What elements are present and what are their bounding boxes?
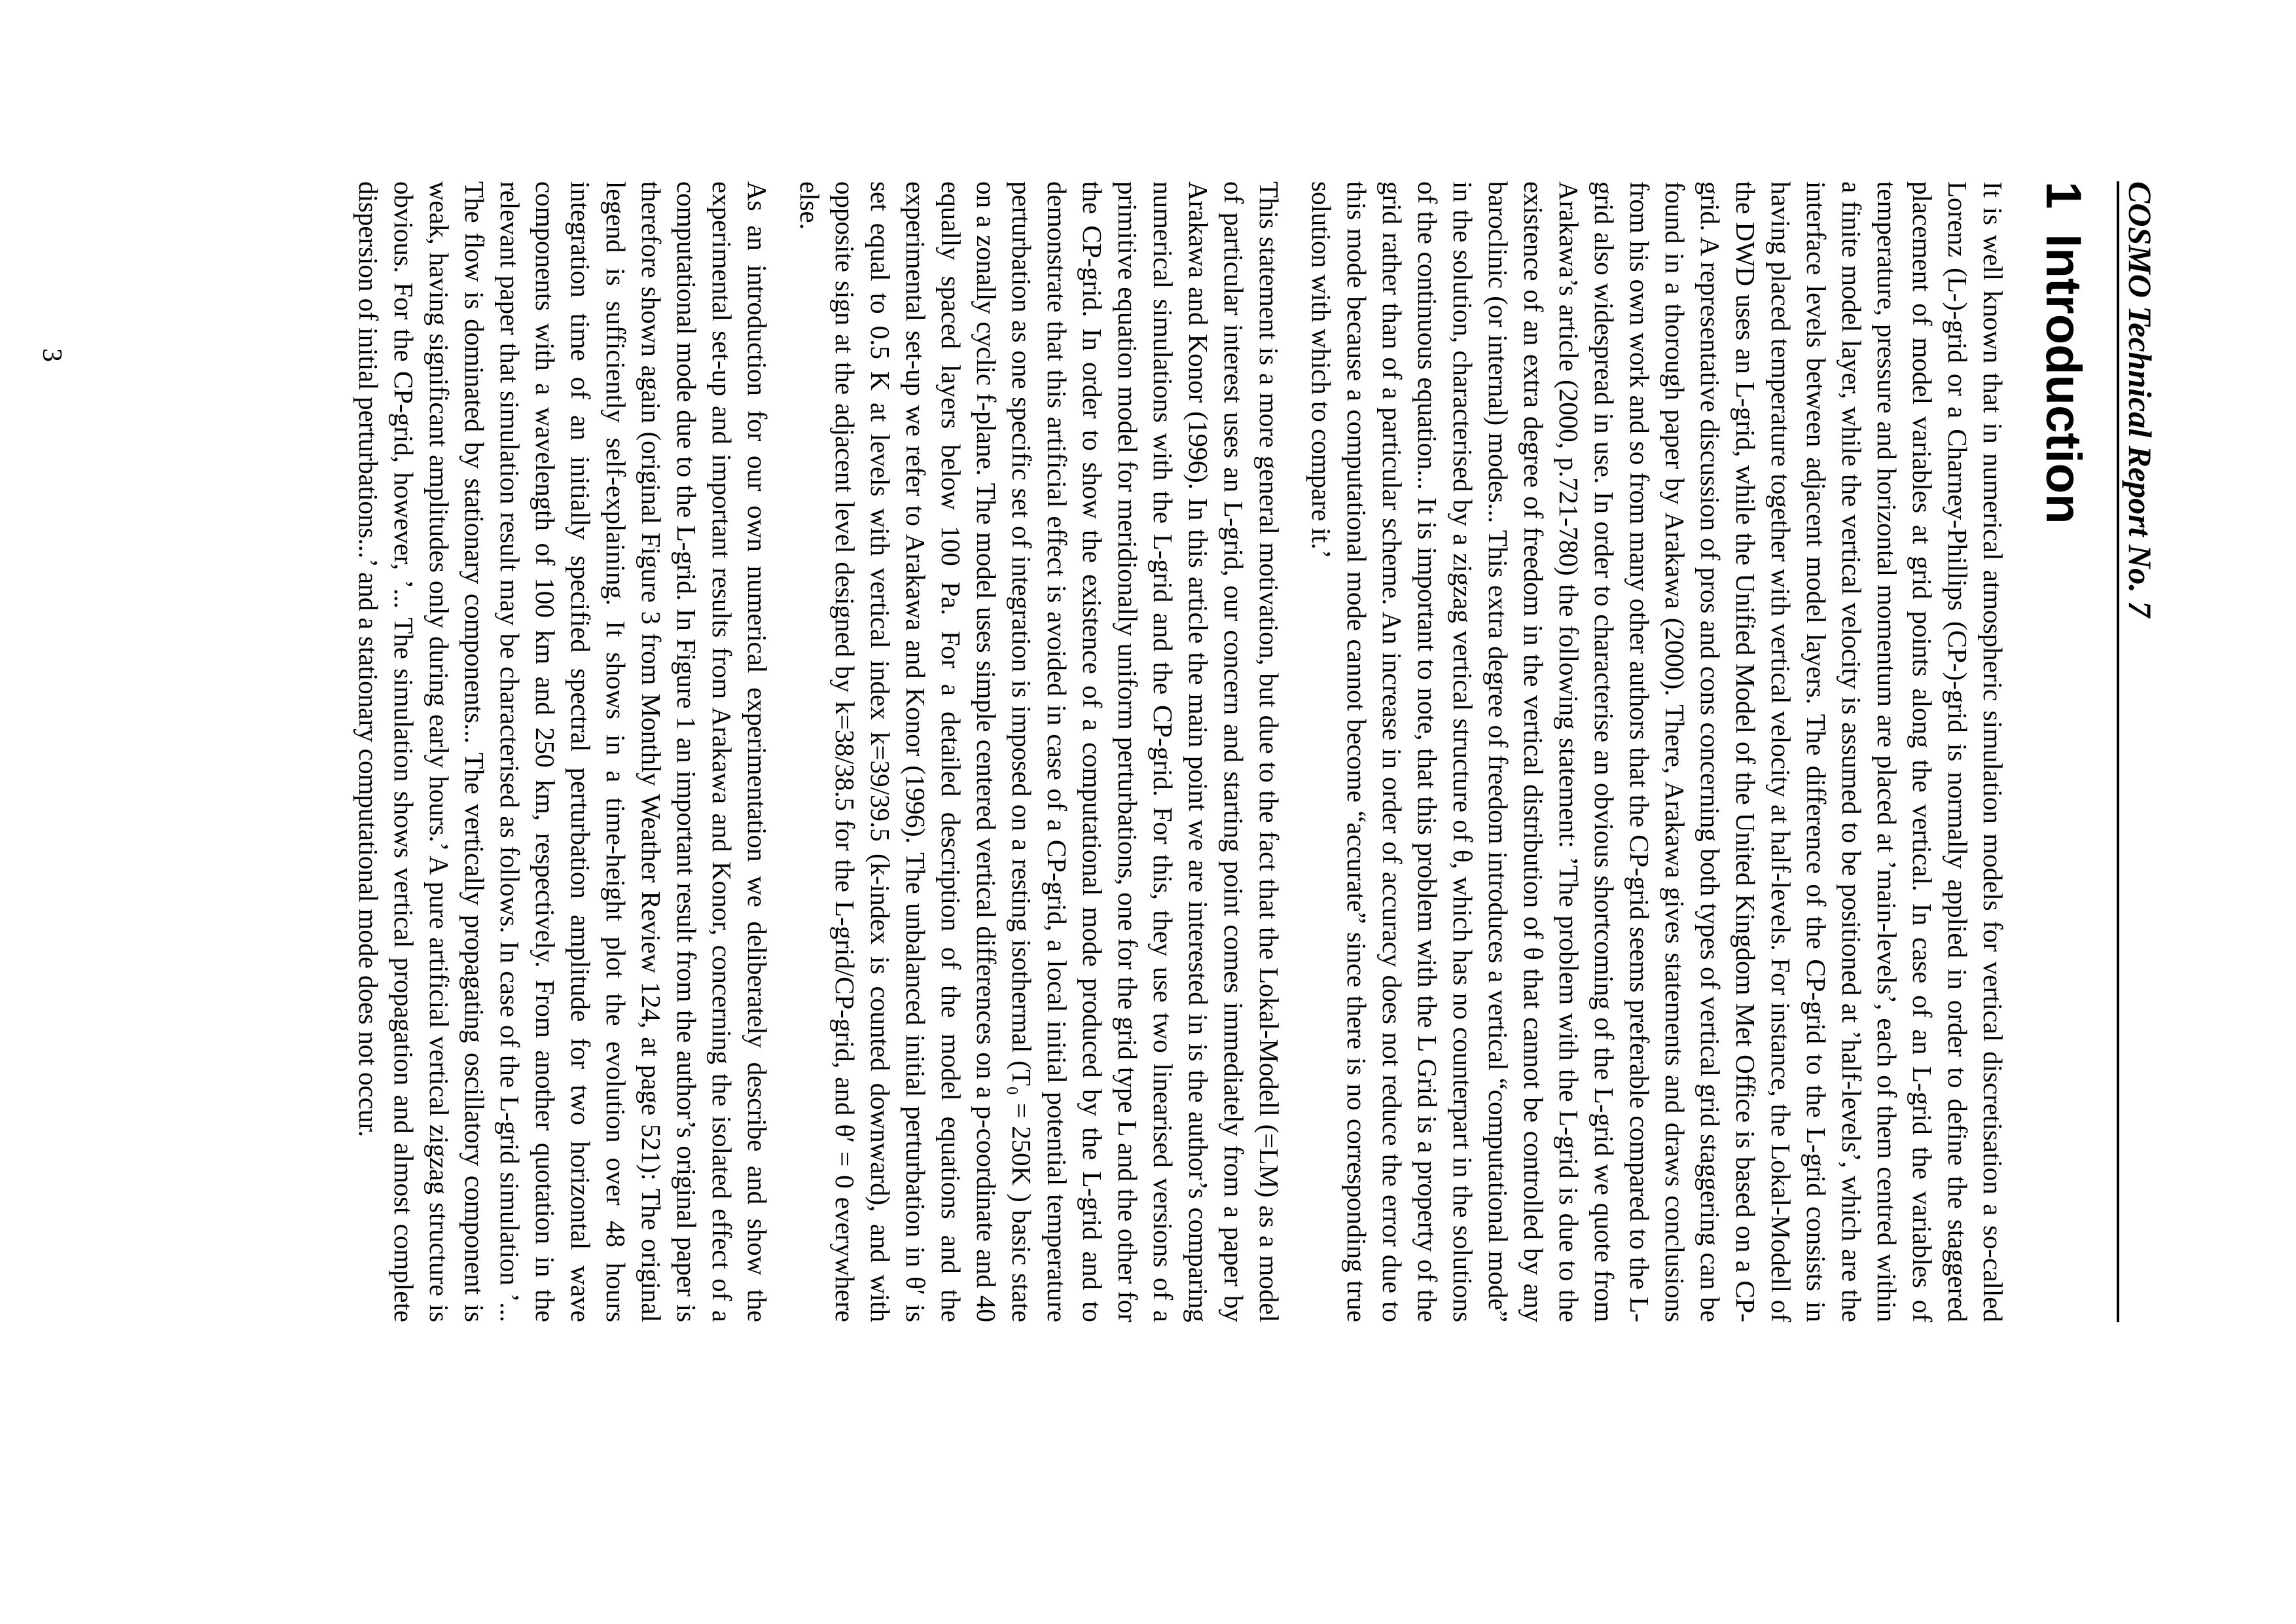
- body-paragraph-1: It is well known that in numerical atmospheric simulation models for vertical discretisation a so-called Lorenz (L-)-grid or a Charney-Phillips (CP-)-grid is normally applied in order to define the staggered placement of model variables at grid points along the vertical. In case of an L-grid the variables of temperature, pressure and horizontal momentum are placed at ’main-levels’, each of them centred within a finite model layer, while the vertical velocity is assumed to be positioned at ’half-levels’, which are the interface levels between adjacent model layers. The difference of the CP-grid to the L-grid consists in having placed temperature together with vertical velocity at half-levels. For instance, the Lokal-Modell of the DWD uses an L-grid, while the Unified Model of the United Kingdom Met Office is based on a CP-grid. A representative discussion of pros and cons concerning both types of vertical grid staggering can be found in a thorough paper by Arakawa (2000). There, Arakawa gives statements and draws conclusions from his own work and so from many other authors that the CP-grid seems preferable compared to the L-grid also widespread in use. In order to characterise an obvious shortcoming of the L-grid we quote from Arakawa’s article (2000, p.721-780) the following statement: ’The problem with the L-grid is due to the existence of an extra degree of freedom in the vertical distribution of θ that cannot be controlled by any baroclinic (or internal) modes... This extra degree of freedom introduces a vertical “computational mode” in the solution, characterised by a zigzag vertical structure of θ, which has no counterpart in the solutions of the continuous equation... It is important to note, that this problem with the L Grid is a property of the grid rather than of a particular scheme. An increase in order of accuracy does not reduce the error due to this mode because a computational mode cannot become “accurate” since there is no corresponding true solution with which to compare it.’: [1306, 181, 2008, 1322]
- page-number: 3: [37, 348, 67, 362]
- report-header: COSMO Technical Report No. 7: [2122, 181, 2159, 618]
- body-paragraph-3: As an introduction for our own numerical experimentation we deliberately describe and show the experimental set-up and important results from Arakawa and Konor, concerning the isolated effect of a computational mode due to the L-grid. In Figure 1 an important result from the author’s original paper is therefore shown again (original Figure 3 from Monthly Weather Review 124, at page 521): The original legend is sufficiently self-explaining. It shows in a time-height plot the evolution over 48 hours integration time of an initially specified spectral perturbation amplitude for two horizontal wave components with a wavelength of 100 km and 250 km, respectively. From another quotation in the relevant paper that simulation result may be characterised as follows. In case of the L-grid simulation ’... The flow is dominated by stationary components... The vertically propagating oscillatory component is weak, having significant amplitudes only during early hours.’ A pure artificial vertical zigzag structure is obvious. For the CP-grid, however, ’... The simulation shows vertical propagation and almost complete dispersion of initial perturbations...’ and a stationary computational mode does not occur.: [353, 181, 772, 1322]
- body-text: [351, 181, 2011, 1322]
- section-title: Introduction: [2036, 234, 2091, 524]
- header-rule: [2117, 181, 2119, 1322]
- section-heading: [2036, 181, 2091, 1322]
- body-paragraph-2: This statement is a more general motivation, but due to the fact that the Lokal-Modell (=LM) as a model of particular interest uses an L-grid, our concern and starting point comes immediately from a paper by Arakawa and Konor (1996). In this article the main point we are interested in is the author’s comparing numerical simulations with the L-grid and the CP-grid. For this, they use two linearised versions of a primitive equation model for meridionally uniform perturbations, one for the grid type L and the other for the CP-grid. In order to show the existence of a computational mode produced by the L-grid and to demonstrate that this artificial effect is avoided in case of a CP-grid, a local initial potential temperature perturbation as one specific set of integration is imposed on a resting isothermal (T₀ = 250K ) basic state on a zonally cyclic f-plane. The model uses simple centered vertical differences on a p-coordinate and 40 equally spaced layers below 100 Pa. For a detailed description of the model equations and the experimental set-up we refer to Arakawa and Konor (1996). The unbalanced initial perturbation in θ′ is set equal to 0.5 K at levels with vertical index k=39/39.5 (k-index is counted downward), and with opposite sign at the adjacent level designed by k=38/38.5 for the L-grid/CP-grid, and θ′ = 0 everywhere else.: [795, 181, 1284, 1322]
- section-number: 1: [2036, 181, 2091, 209]
